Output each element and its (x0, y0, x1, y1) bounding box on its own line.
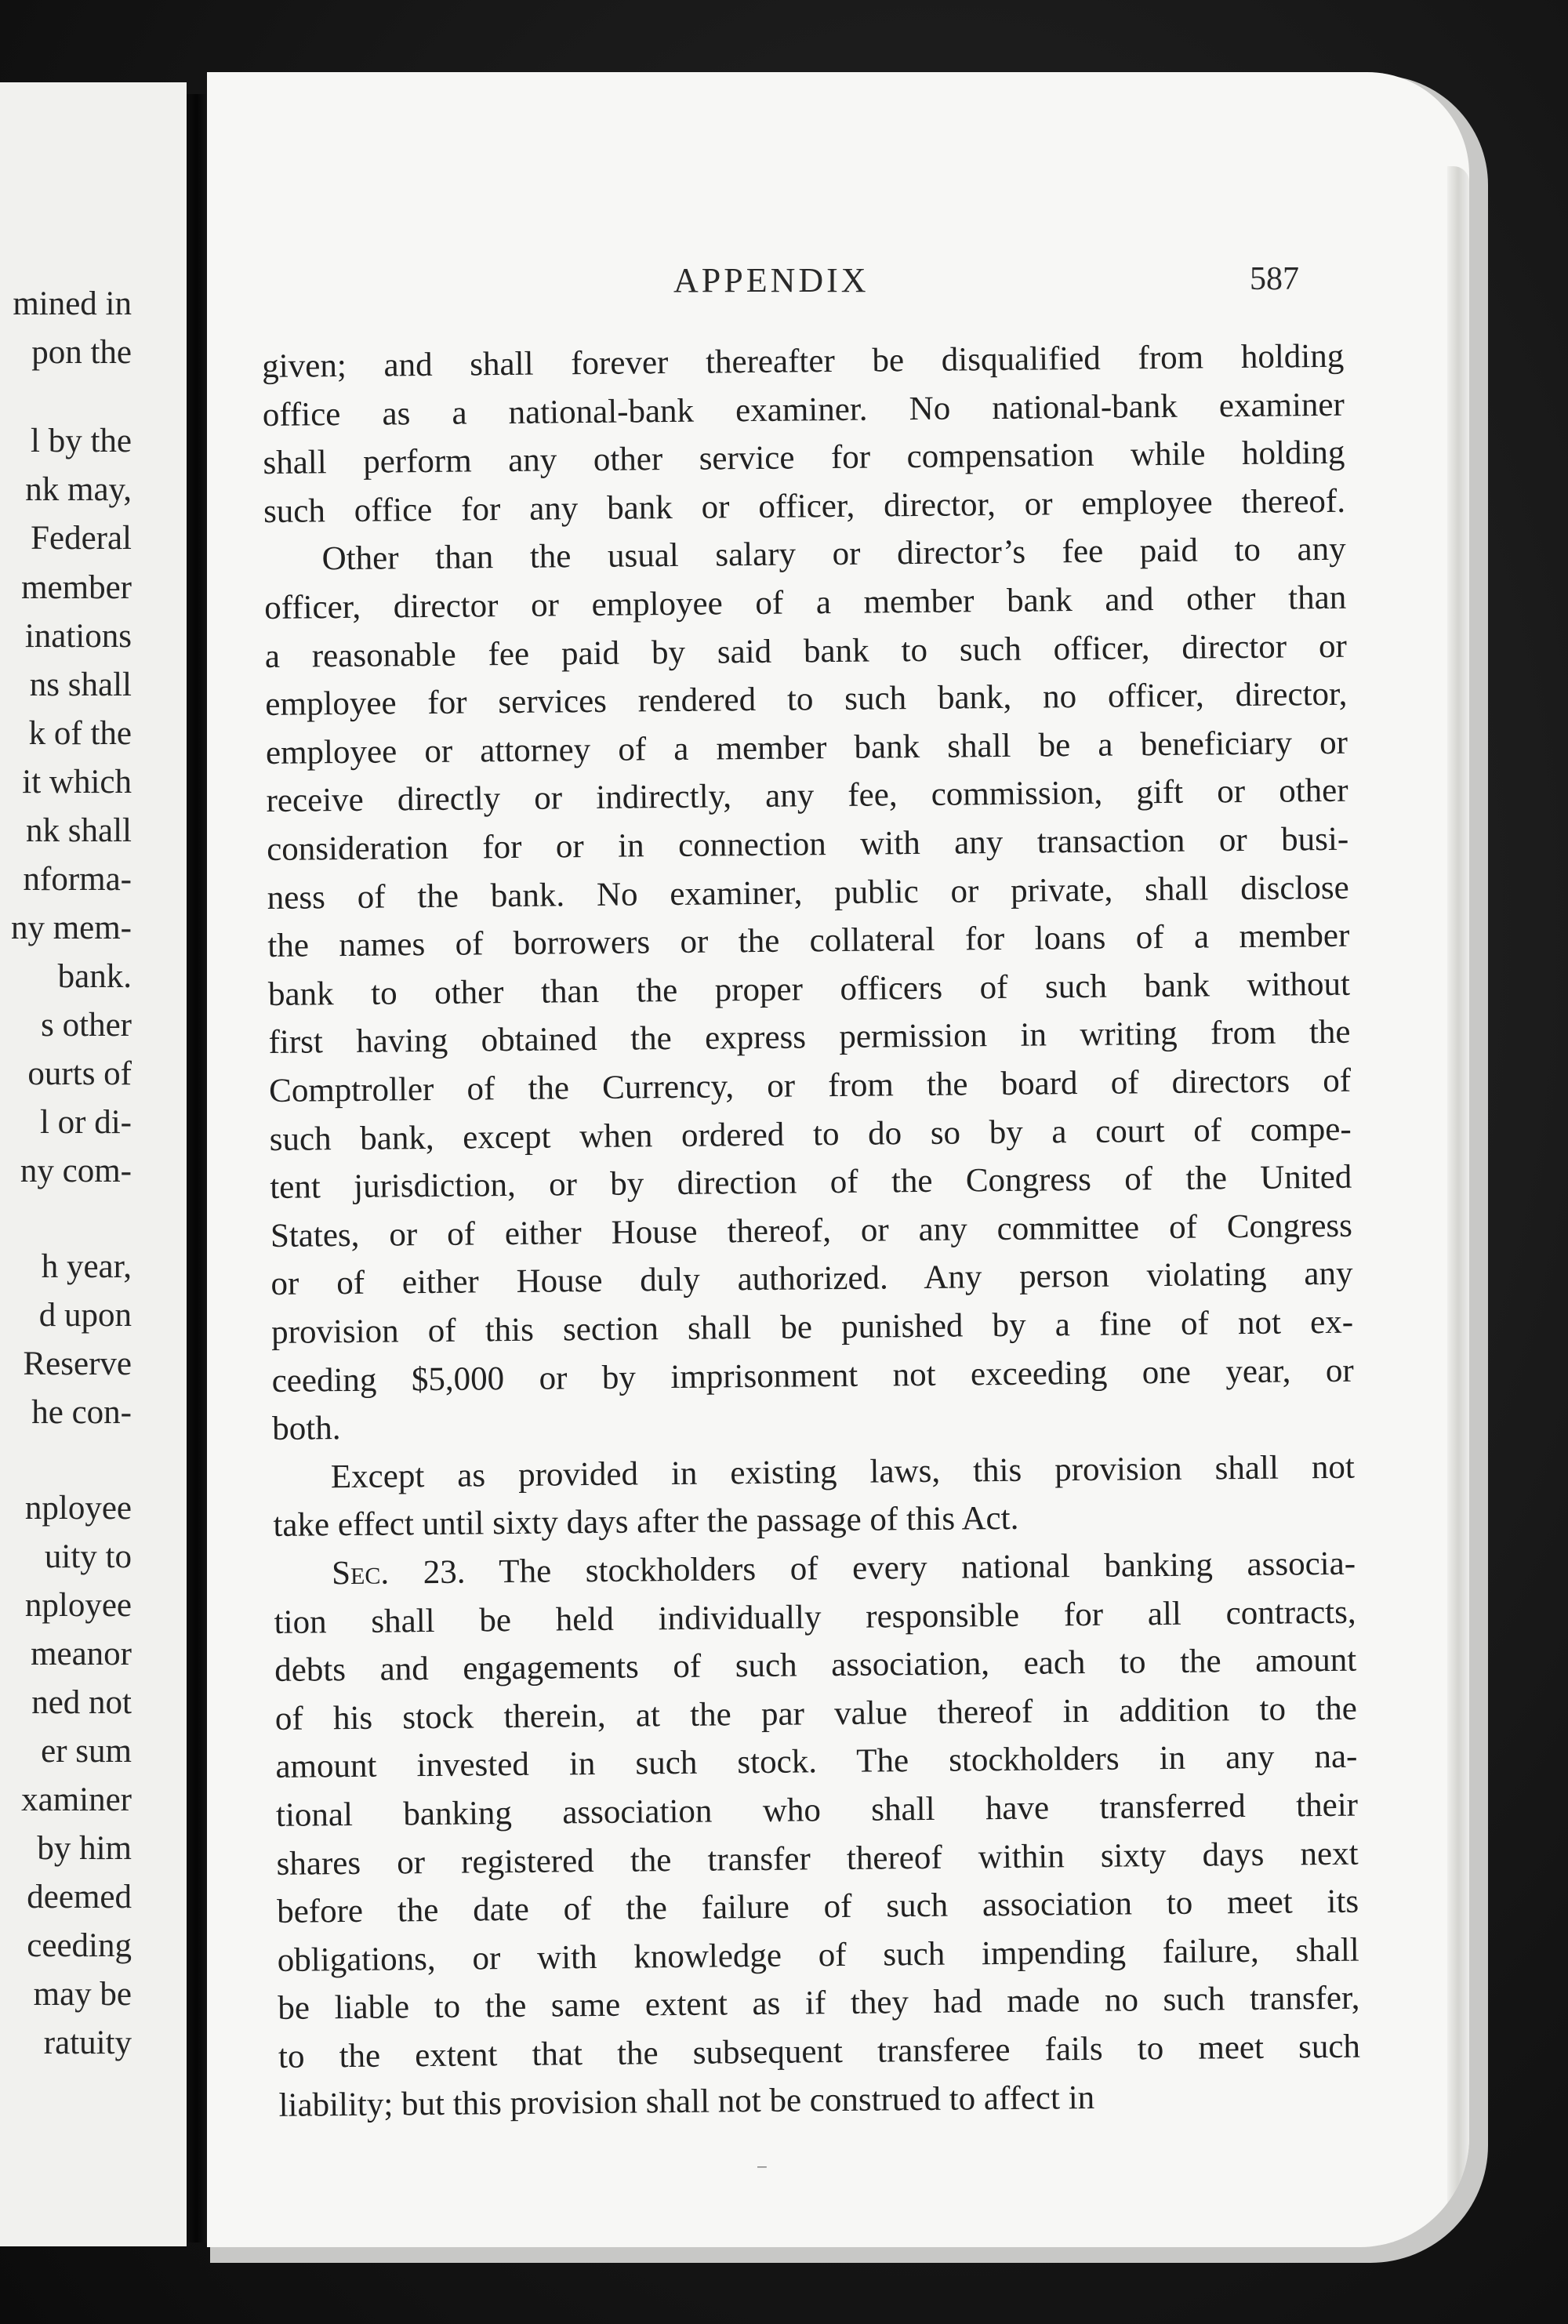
right-page (207, 72, 1469, 2247)
body-line: Except as provided in existing laws, this provision shall not (330, 1448, 1356, 1496)
body-line: provision of this section shall be punished by a fine of not ex- (270, 1303, 1354, 1351)
section-text: The stockholders of every national banking associa- (499, 1545, 1356, 1591)
left-page-line: nployee (24, 1490, 132, 1527)
body-text (262, 332, 1361, 2124)
running-title: APPENDIX (673, 261, 869, 300)
body-line: to the extent that the subsequent transferee fails to meet such (278, 2028, 1361, 2075)
left-page-line: d upon (38, 1297, 132, 1334)
left-page-line: h year, (41, 1248, 132, 1285)
left-page-line: s other (41, 1007, 132, 1044)
body-line: a reasonable fee paid by said bank to such officer, director or (264, 627, 1348, 675)
body-line: tion shall be held individually responsible for all contracts, (274, 1593, 1356, 1641)
left-page-line: ny com- (20, 1153, 132, 1189)
body-line: obligations, or with knowledge of such impending failure, shall (277, 1931, 1359, 1979)
left-page-line: ned not (31, 1684, 132, 1721)
body-line: employee or attorney of a member bank shall be a beneficiary or (265, 724, 1348, 772)
book-gutter (187, 94, 207, 2242)
left-page-line: ceeding (27, 1927, 132, 1964)
left-page-line: by him (37, 1830, 132, 1867)
page-number: 587 (1250, 261, 1299, 297)
body-line: consideration for or in connection with any transaction or busi- (266, 820, 1349, 868)
left-page-line: inations (24, 618, 132, 655)
left-page-line: mined in (13, 285, 132, 322)
body-line: office as a national-bank examiner. No national-bank examiner (262, 386, 1345, 434)
left-page-line: ny mem- (10, 910, 132, 946)
body-line: ness of the bank. No examiner, public or private, shall disclose (267, 869, 1349, 917)
body-line: States, or of either House thereof, or any committee of Congress (270, 1207, 1353, 1255)
body-line: given; and shall forever thereafter be disqualified from holding (262, 337, 1345, 385)
left-page-line: pon the (31, 334, 132, 371)
body-line: Comptroller of the Currency, or from the board of directors of (268, 1062, 1352, 1109)
left-page-line: nk shall (26, 812, 132, 849)
running-head (207, 260, 1469, 315)
body-line: ceeding $5,000 or by imprisonment not exceeding one year, or (271, 1352, 1354, 1400)
left-page-line: Federal (31, 520, 132, 557)
body-line: employee for services rendered to such bank, no officer, director, (265, 675, 1348, 723)
section-label: Sec. 23. (331, 1553, 466, 1592)
body-line: receive directly or indirectly, any fee, commission, gift or other (266, 772, 1348, 819)
left-page-line: ns shall (29, 666, 132, 703)
left-page-line: nk may, (25, 471, 132, 508)
body-line: or of either House duly authorized. Any person violating any (270, 1255, 1353, 1302)
body-line: be liable to the same extent as if they had made no such transfer, (278, 1979, 1360, 2027)
left-page-line: he con- (31, 1394, 132, 1431)
body-line: of his stock therein, at the par value thereof in addition to the (274, 1690, 1358, 1738)
body-line: first having obtained the express permission in writing from the (268, 1013, 1351, 1061)
left-page-line: l by the (31, 423, 132, 459)
ink-mark: ⁻ (756, 2159, 768, 2184)
left-page-line: member (21, 569, 132, 606)
left-page-line: bank. (57, 958, 132, 995)
body-line: shall perform any other service for compensation while holding (263, 434, 1345, 481)
body-line: debts and engagements of such association, each to the amount (274, 1641, 1357, 1689)
body-line: such office for any bank or officer, director, or employee thereof. (263, 482, 1346, 530)
body-line: tent jurisdiction, or by direction of the Congress of the United (270, 1158, 1352, 1206)
left-page-line: Reserve (23, 1345, 132, 1382)
page-edge (1447, 166, 1469, 2221)
body-line: shares or registered the transfer thereof within sixty days next (276, 1835, 1359, 1883)
left-page-line: ratuity (43, 2024, 132, 2061)
left-page-line: uity to (44, 1538, 132, 1575)
body-line: amount invested in such stock. The stockholders in any na- (275, 1738, 1358, 1785)
body-line: take effect until sixty days after the passage of this Act. (273, 1499, 1019, 1544)
left-page-line: nployee (24, 1587, 132, 1624)
body-line: bank to other than the proper officers of such bank without (267, 965, 1351, 1013)
body-line: before the date of the failure of such association to meet its (276, 1883, 1359, 1930)
body-line: officer, director or employee of a member bank and other than (264, 579, 1347, 626)
left-page-line: k of the (28, 715, 132, 752)
left-page-line: may be (33, 1976, 132, 2013)
left-page-line: deemed (27, 1879, 132, 1915)
left-page-line: xaminer (21, 1781, 132, 1818)
left-page (0, 82, 187, 2246)
body-line: Other than the usual salary or director’s fee paid to any (321, 530, 1346, 578)
left-page-line: nforma- (23, 861, 132, 898)
left-page-line: it which (22, 764, 132, 801)
left-page-line: ourts of (27, 1055, 132, 1092)
body-line: the names of borrowers or the collateral for loans of a member (267, 917, 1350, 964)
body-line: such bank, except when ordered to do so by a court of compe- (269, 1110, 1352, 1158)
body-line: both. (272, 1410, 341, 1447)
left-page-line: er sum (41, 1733, 132, 1770)
left-page-line: meanor (31, 1636, 132, 1672)
body-line: tional banking association who shall have transferred their (275, 1786, 1359, 1834)
left-page-line: l or di- (39, 1104, 132, 1141)
body-line: liability; but this provision shall not be construed to affect in (278, 2079, 1095, 2124)
